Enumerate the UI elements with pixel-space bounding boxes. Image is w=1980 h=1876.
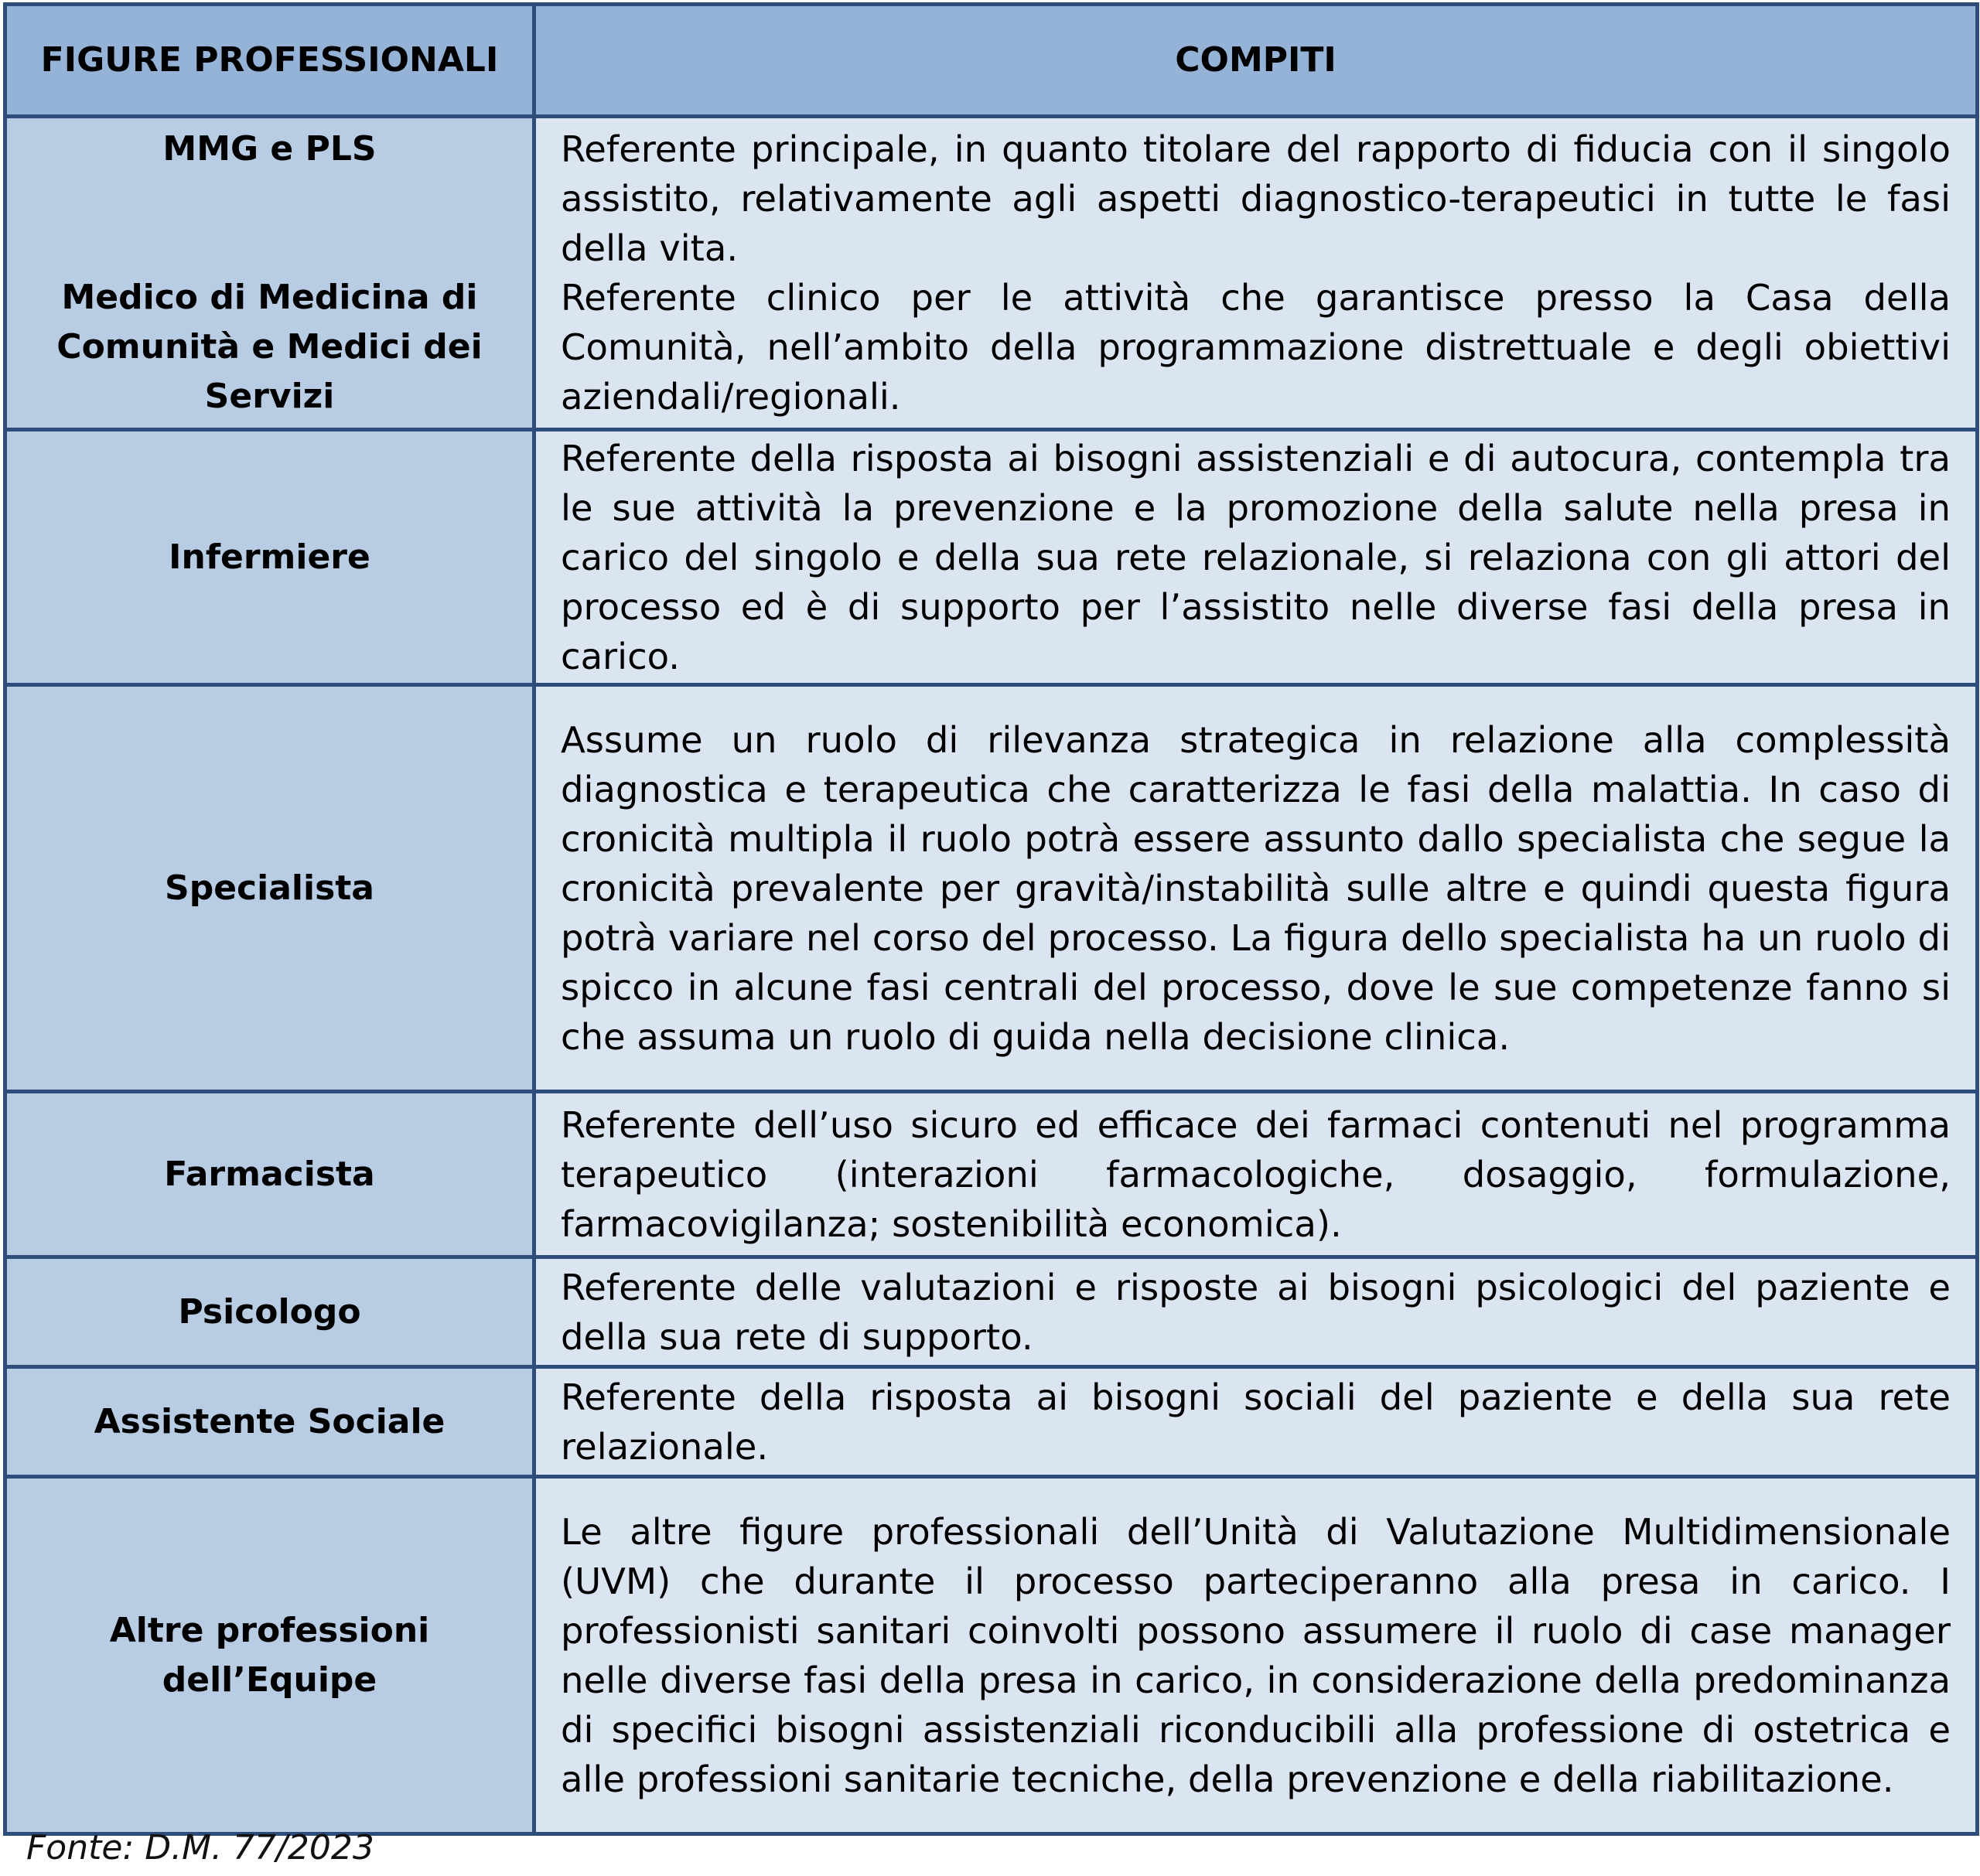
source-caption: Fonte: D.M. 77/2023: [26, 1828, 374, 1867]
table-row: [5, 1257, 1978, 1367]
task-text: Referente delle valutazioni e risposte ai bisogni psicologici del paziente e della sua rete di supporto.: [561, 1266, 1951, 1358]
task-cell: [534, 685, 1978, 1092]
role-label-assistente-sociale: Assistente Sociale: [94, 1401, 446, 1441]
role-label-farmacista: Farmacista: [164, 1154, 375, 1194]
task-cell: [534, 1092, 1978, 1257]
task-cell: [534, 117, 1978, 430]
roles-table-container: [3, 2, 1975, 1836]
table-row: [5, 1092, 1978, 1257]
task-text: Referente clinico per le attività che garantisce presso la Casa della Comunità, nell’ambito della programmazione distrettuale e degli obiettivi aziendali/regionali.: [561, 277, 1951, 418]
task-text: Referente principale, in quanto titolare del rapporto di fiducia con il singolo assistito, relativamente agli aspetti diagnostico-terapeutici in tutte le fasi della vita.: [561, 128, 1951, 269]
task-text: Referente della risposta ai bisogni assistenziali e di autocura, contempla tra le sue attività la prevenzione e la promozione della salute nella presa in carico del singolo e della sua rete relazionale, si relaziona con gli attori del processo ed è di supporto per l’assistito nelle diverse fasi della presa in carico.: [561, 437, 1951, 677]
role-label-medico-comunita: Medico di Medicina di Comunità e Medici dei Servizi: [56, 278, 483, 416]
header-figure-professionali: FIGURE PROFESSIONALI: [5, 5, 534, 117]
task-text: Assume un ruolo di rilevanza strategica in relazione alla complessità diagnostica e terapeutica che caratterizza le fasi della malattia. In caso di cronicità multipla il ruolo potrà essere assunto dallo specialista che segue la cronicità prevalente per gravità/instabilità sulle altre e quindi questa figura potrà variare nel corso del processo. La figura dello specialista ha un ruolo di spicco in alcune fasi centrali del processo, dove le sue competenze fanno si che assuma un ruolo di guida nella decisione clinica.: [561, 718, 1951, 1058]
task-cell: [534, 1367, 1978, 1477]
role-label-mmg-pls: MMG e PLS: [162, 129, 377, 169]
header-compiti: COMPITI: [534, 5, 1978, 117]
task-cell: [534, 1477, 1978, 1834]
role-cell: [5, 117, 534, 430]
professional-roles-table: [3, 2, 1979, 1836]
role-cell: [5, 1092, 534, 1257]
role-cell: [5, 430, 534, 685]
task-cell: [534, 430, 1978, 685]
table-row: [5, 430, 1978, 685]
table-header-row: [5, 5, 1978, 117]
task-cell: [534, 1257, 1978, 1367]
role-label-specialista: Specialista: [165, 868, 374, 908]
task-text: Referente dell’uso sicuro ed efficace dei farmaci contenuti nel programma terapeutico (interazioni farmacologiche, dosaggio, formulazione, farmacovigilanza; sostenibilità economica).: [561, 1103, 1951, 1245]
role-label-altre-professioni: Altre professioni dell’Equipe: [109, 1610, 430, 1700]
role-cell: [5, 685, 534, 1092]
role-label-infermiere: Infermiere: [169, 537, 370, 577]
table-row: [5, 117, 1978, 430]
task-text: Referente della risposta ai bisogni sociali del paziente e della sua rete relazionale.: [561, 1376, 1951, 1468]
role-cell: [5, 1367, 534, 1477]
role-cell: [5, 1257, 534, 1367]
table-row: [5, 685, 1978, 1092]
task-text: Le altre figure professionali dell’Unità di Valutazione Multidimensionale (UVM) che durante il processo parteciperanno alla presa in carico. I professionisti sanitari coinvolti possono assumere il ruolo di case manager nelle diverse fasi della presa in carico, in considerazione della predominanza di specifici bisogni assistenziali riconducibili alla professione di ostetrica e alle professioni sanitarie tecniche, della prevenzione e della riabilitazione.: [561, 1510, 1951, 1800]
table-row: [5, 1367, 1978, 1477]
role-label-psicologo: Psicologo: [178, 1291, 361, 1332]
table-row: [5, 1477, 1978, 1834]
role-cell: [5, 1477, 534, 1834]
